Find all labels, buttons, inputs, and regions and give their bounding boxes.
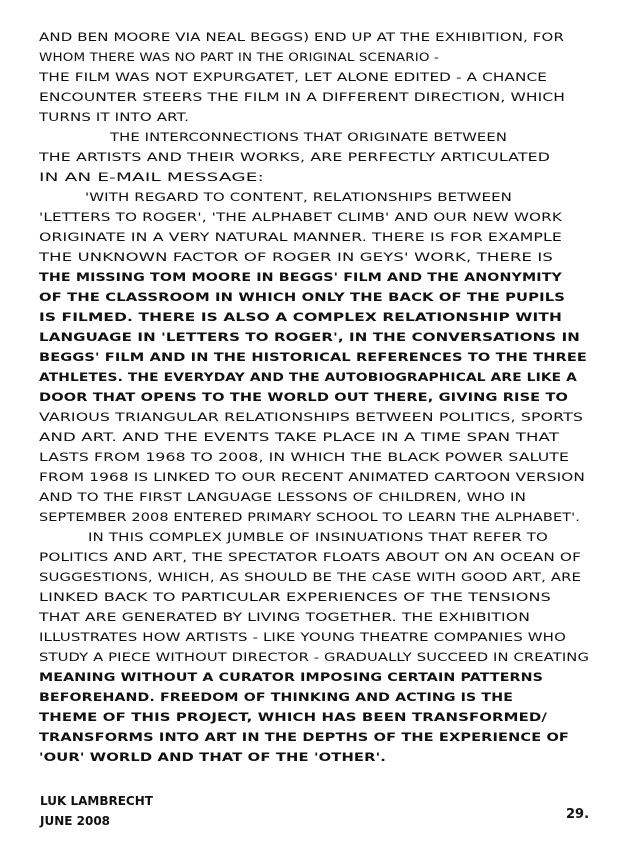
text-line: FROM 1968 IS LINKED TO OUR RECENT ANIMATED CARTOON VERSION — [39, 470, 585, 484]
text-line: IS FILMED. THERE IS ALSO A COMPLEX RELATIONSHIP WITH — [39, 310, 562, 324]
text-line: ATHLETES. THE EVERYDAY AND THE AUTOBIOGRAPHICAL ARE LIKE A — [39, 370, 577, 384]
text-line: 'WITH REGARD TO CONTENT, RELATIONSHIPS BETWEEN — [85, 190, 512, 204]
text-line: 'LETTERS TO ROGER', 'THE ALPHABET CLIMB' AND OUR NEW WORK — [39, 210, 562, 224]
page-number: 29. — [566, 807, 590, 822]
text-line: LANGUAGE IN 'LETTERS TO ROGER', IN THE CONVERSATIONS IN — [39, 330, 580, 344]
text-line: 'OUR' WORLD AND THAT OF THE 'OTHER'. — [39, 750, 387, 764]
text-line: THE INTERCONNECTIONS THAT ORIGINATE BETWEEN — [110, 130, 507, 144]
text-line: LASTS FROM 1968 TO 2008, IN WHICH THE BLACK POWER SALUTE — [39, 450, 569, 464]
text-line: THE ARTISTS AND THEIR WORKS, ARE PERFECTLY ARTICULATED — [39, 150, 550, 164]
text-line: DOOR THAT OPENS TO THE WORLD OUT THERE, GIVING RISE TO — [39, 390, 568, 404]
text-line: IN AN E-MAIL MESSAGE: — [39, 170, 264, 184]
text-line: THAT ARE GENERATED BY LIVING TOGETHER. THE EXHIBITION — [39, 610, 530, 624]
text-line: STUDY A PIECE WITHOUT DIRECTOR - GRADUALLY SUCCEED IN CREATING — [39, 650, 589, 664]
text-line: AND BEN MOORE VIA NEAL BEGGS) END UP AT THE EXHIBITION, FOR — [39, 30, 564, 44]
text-line: OF THE CLASSROOM IN WHICH ONLY THE BACK OF THE PUPILS — [39, 290, 565, 304]
text-line: ENCOUNTER STEERS THE FILM IN A DIFFERENT DIRECTION, WHICH — [39, 90, 565, 104]
text-line: TURNS IT INTO ART. — [39, 110, 189, 124]
text-line: AND ART. AND THE EVENTS TAKE PLACE IN A TIME SPAN THAT — [39, 430, 559, 444]
author-signature: LUK LAMBRECHT — [40, 794, 153, 808]
text-line: THE FILM WAS NOT EXPURGATET, LET ALONE EDITED - A CHANCE — [39, 70, 547, 84]
text-line: VARIOUS TRIANGULAR RELATIONSHIPS BETWEEN POLITICS, SPORTS — [39, 410, 583, 424]
text-line: ILLUSTRATES HOW ARTISTS - LIKE YOUNG THEATRE COMPANIES WHO — [39, 630, 566, 644]
text-line: WHOM THERE WAS NO PART IN THE ORIGINAL SCENARIO - — [39, 50, 439, 64]
text-line: BEGGS' FILM AND IN THE HISTORICAL REFERENCES TO THE THREE — [39, 350, 587, 364]
text-line: BEFOREHAND. FREEDOM OF THINKING AND ACTING IS THE — [39, 690, 513, 704]
text-line: AND TO THE FIRST LANGUAGE LESSONS OF CHILDREN, WHO IN — [39, 490, 526, 504]
text-line: THE MISSING TOM MOORE IN BEGGS' FILM AND THE ANONYMITY — [39, 270, 562, 284]
text-line: THE UNKNOWN FACTOR OF ROGER IN GEYS' WORK, THERE IS — [39, 250, 553, 264]
text-line: SEPTEMBER 2008 ENTERED PRIMARY SCHOOL TO LEARN THE ALPHABET'. — [39, 510, 580, 524]
text-line: POLITICS AND ART, THE SPECTATOR FLOATS ABOUT ON AN OCEAN OF — [39, 550, 581, 564]
text-line: MEANING WITHOUT A CURATOR IMPOSING CERTAIN PATTERNS — [39, 670, 543, 684]
text-line: ORIGINATE IN A VERY NATURAL MANNER. THERE IS FOR EXAMPLE — [39, 230, 562, 244]
text-line: IN THIS COMPLEX JUMBLE OF INSINUATIONS THAT REFER TO — [88, 530, 548, 544]
text-line: LINKED BACK TO PARTICULAR EXPERIENCES OF THE TENSIONS — [39, 590, 551, 604]
text-line: THEME OF THIS PROJECT, WHICH HAS BEEN TRANSFORMED/ — [39, 710, 547, 724]
text-line: SUGGESTIONS, WHICH, AS SHOULD BE THE CASE WITH GOOD ART, ARE — [39, 570, 581, 584]
text-line: TRANSFORMS INTO ART IN THE DEPTHS OF THE EXPERIENCE OF — [39, 730, 569, 744]
signature-date: JUNE 2008 — [40, 814, 111, 828]
